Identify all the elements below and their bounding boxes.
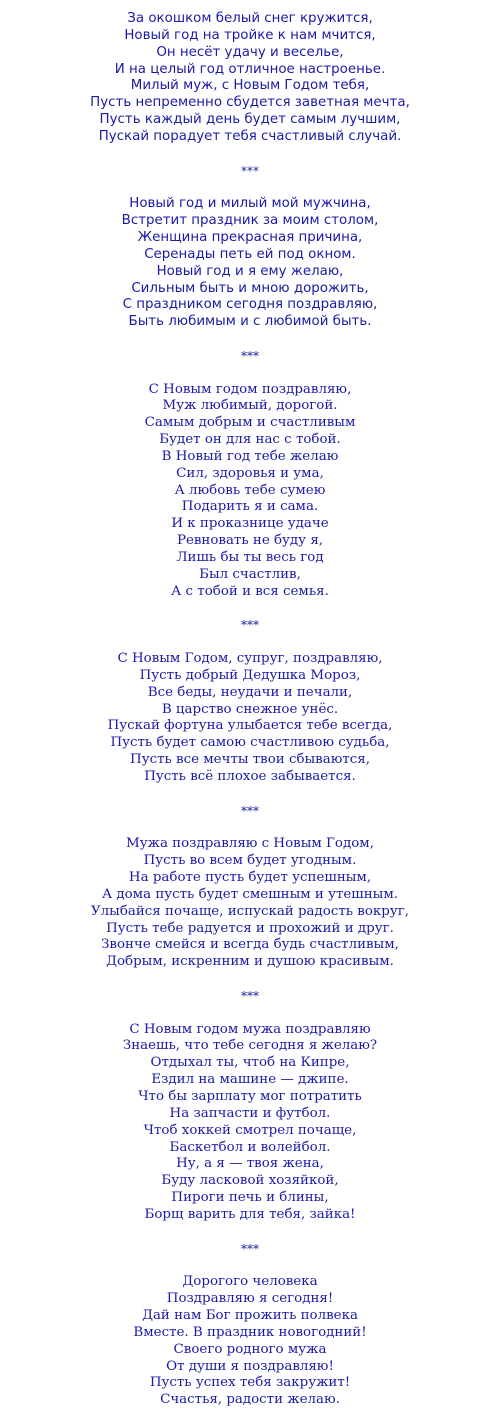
poem-line: Лишь бы ты весь год bbox=[176, 550, 324, 565]
poem-line: Сил, здоровья и ума, bbox=[176, 465, 324, 481]
poem-line: На работе пусть будет успешным, bbox=[128, 870, 372, 886]
poem-1 bbox=[0, 11, 500, 146]
poem-line: А с тобой и вся семья. bbox=[171, 583, 329, 599]
poem-line: Дай нам Бог прожить полвека bbox=[142, 1307, 358, 1323]
poem-line: А дома пусть будет смешным и утешным. bbox=[101, 886, 399, 902]
poem-line: Что бы зарплату мог потратить bbox=[138, 1089, 362, 1104]
poem-line: А любовь тебе сумею bbox=[174, 482, 326, 498]
poem-separator: *** bbox=[241, 163, 259, 178]
poem-separator: *** bbox=[241, 988, 259, 1003]
poem-line: Женщина прекрасная причина, bbox=[137, 229, 363, 245]
poem-line: С праздником сегодня поздравляю, bbox=[122, 297, 378, 313]
poem-line: Ездил на машине — джипе. bbox=[151, 1072, 349, 1088]
poem-line: Пусть все мечты твои сбываются, bbox=[130, 752, 370, 768]
poem-line: Муж любимый, дорогой. bbox=[162, 398, 338, 414]
poem-line: Он несёт удачу и веселье, bbox=[156, 44, 344, 60]
poem-separator: *** bbox=[241, 348, 259, 363]
poem-line: Баскетбол и волейбол. bbox=[169, 1139, 331, 1155]
poem-line: С Новым годом поздравляю, bbox=[148, 381, 352, 397]
poem-line: И к проказнице удаче bbox=[171, 516, 329, 532]
poem-line: С Новым годом мужа поздравляю bbox=[129, 1021, 371, 1037]
poem-line: Быть любимым и с любимой быть. bbox=[128, 314, 372, 330]
poem-separator: *** bbox=[241, 1241, 259, 1256]
poem-line: Ревновать не буду я, bbox=[176, 533, 324, 549]
poem-line: Серенады петь ей под окном. bbox=[144, 246, 356, 262]
poem-line: В царство снежное унёс. bbox=[161, 701, 339, 717]
poem-line: Звонче смейся и всегда будь счастливым, bbox=[101, 937, 399, 953]
poem-line: И на целый год отличное настроенье. bbox=[114, 61, 386, 77]
poem-line: Знаешь, что тебе сегодня я желаю? bbox=[122, 1038, 378, 1054]
poem-line: Все беды, неудачи и печали, bbox=[147, 684, 353, 700]
poem-line: Пироги печь и блины, bbox=[171, 1190, 329, 1206]
poem-line: Новый год и я ему желаю, bbox=[156, 263, 344, 279]
poem-line: Подарить я и сама. bbox=[181, 499, 319, 515]
poem-line: Новый год и милый мой мужчина, bbox=[129, 196, 371, 212]
poem-line: Был счастлив, bbox=[199, 566, 301, 582]
poem-line: Дорогого человека bbox=[182, 1274, 318, 1290]
poem-5 bbox=[0, 836, 500, 971]
poem-7 bbox=[0, 1274, 500, 1409]
poem-line: Пускай порадует тебя счастливый случай. bbox=[98, 128, 402, 144]
poem-4 bbox=[0, 651, 500, 786]
poem-line: Своего родного мужа bbox=[173, 1341, 327, 1357]
poem-line: Ну, а я — твоя жена, bbox=[176, 1156, 324, 1172]
poem-line: Счастья, радости желаю. bbox=[160, 1392, 340, 1408]
poem-line: На запчасти и футбол. bbox=[169, 1105, 331, 1121]
poem-line: Пусть добрый Дедушка Мороз, bbox=[139, 667, 361, 683]
poem-line: Пусть тебе радуется и прохожий и друг. bbox=[106, 920, 394, 936]
poem-line: Буду ласковой хозяйкой, bbox=[161, 1173, 339, 1189]
poem-line: С Новым Годом, супруг, поздравляю, bbox=[117, 651, 383, 667]
poem-6 bbox=[0, 1022, 500, 1224]
poem-line: За окошком белый снег кружится, bbox=[127, 11, 373, 26]
poem-line: Вместе. В праздник новогодний! bbox=[133, 1324, 367, 1340]
poem-line: Отдыхал ты, чтоб на Кипре, bbox=[150, 1055, 350, 1071]
poem-line: Встретит праздник за моим столом, bbox=[121, 213, 379, 229]
poem-separator: *** bbox=[241, 618, 259, 633]
poem-line: Пусть всё плохое забывается. bbox=[144, 768, 356, 784]
poem-line: Добрым, искренним и душою красивым. bbox=[106, 954, 394, 970]
poem-line: Пусть во всем будет угодным. bbox=[143, 853, 357, 869]
poem-line: От души я поздравляю! bbox=[166, 1358, 334, 1374]
poem-line: Новый год на тройке к нам мчится, bbox=[124, 27, 376, 43]
poem-line: Пускай фортуна улыбается тебе всегда, bbox=[107, 718, 393, 734]
poem-line: В Новый год тебе желаю bbox=[161, 448, 339, 464]
poem-line: Пусть каждый день будет самым лучшим, bbox=[99, 112, 401, 128]
poem-line: Мужа поздравляю с Новым Годом, bbox=[126, 836, 374, 852]
poem-3 bbox=[0, 382, 500, 601]
poem-separator: *** bbox=[241, 803, 259, 818]
poem-line: Сильным быть и мною дорожить, bbox=[131, 280, 369, 296]
poem-line: Чтоб хоккей смотрел почаще, bbox=[143, 1122, 357, 1138]
poem-line: Милый муж, с Новым Годом тебя, bbox=[130, 78, 370, 94]
poem-2 bbox=[0, 196, 500, 331]
poem-line: Пусть успех тебя закружит! bbox=[149, 1375, 351, 1391]
poem-line: Улыбайся почаще, испускай радость вокруг, bbox=[91, 903, 409, 919]
poem-line: Поздравляю я сегодня! bbox=[166, 1291, 334, 1307]
poem-line: Самым добрым и счастливым bbox=[144, 415, 356, 431]
poem-line: Борщ варить для тебя, зайка! bbox=[144, 1206, 356, 1222]
poem-line: Пусть будет самою счастливою судьба, bbox=[110, 735, 390, 751]
poem-line: Будет он для нас с тобой. bbox=[159, 432, 341, 448]
poem-line: Пусть непременно сбудется заветная мечта, bbox=[90, 95, 410, 111]
